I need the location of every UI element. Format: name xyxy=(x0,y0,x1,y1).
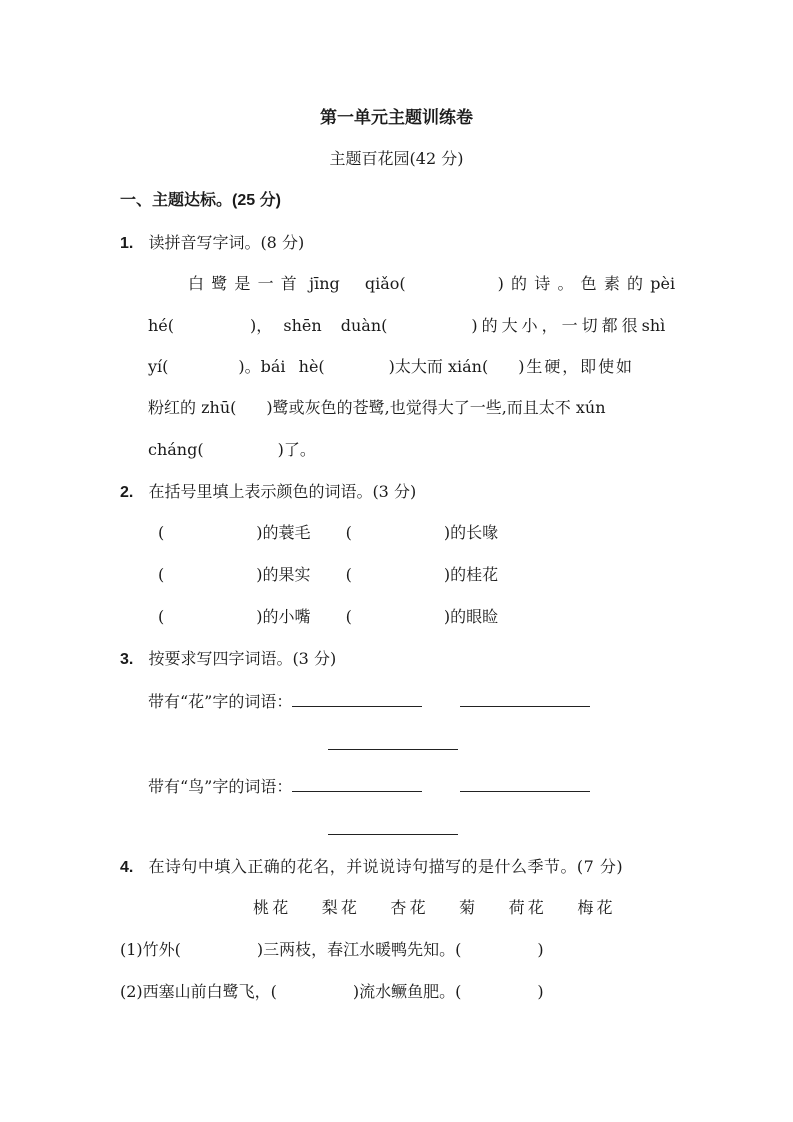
text-segment: )的诗。色素的 xyxy=(497,274,651,293)
text-segment: )， xyxy=(250,316,273,335)
q4-poem-2 xyxy=(120,982,544,1002)
question-number: 4. xyxy=(120,859,134,876)
pinyin: shēn xyxy=(283,316,322,335)
answer-line[interactable] xyxy=(460,690,590,707)
question-1-prompt xyxy=(120,233,304,254)
q1-line-4 xyxy=(148,398,606,418)
bracket-open: ( xyxy=(158,523,165,542)
answer-line[interactable] xyxy=(328,733,458,750)
q1-line-3 xyxy=(148,357,634,377)
q3-bird-line-2 xyxy=(328,818,458,840)
pinyin: qiǎo( xyxy=(364,274,406,293)
question-4-prompt xyxy=(120,857,623,878)
poem-text: (2)西塞山前白鹭飞，( xyxy=(120,982,277,1001)
text-segment: )太大而 xián( xyxy=(388,357,489,376)
section-heading: 一、主题达标。(25 分) xyxy=(120,192,281,209)
question-text: 在诗句中填入正确的花名，并说说诗句描写的是什么季节。(7 分) xyxy=(148,857,624,876)
answer-line[interactable] xyxy=(292,690,422,707)
item-text: )的长喙 xyxy=(443,523,499,542)
pinyin: hé( xyxy=(148,316,175,335)
bracket-close: ) xyxy=(537,940,544,959)
q4-options xyxy=(253,898,616,918)
poem-text: )三两枝，春江水暖鸭先知。( xyxy=(256,940,462,959)
item-text: )的蓑毛 xyxy=(256,523,311,542)
question-2-prompt xyxy=(120,482,416,503)
bracket-open: ( xyxy=(345,523,352,542)
option-word: 荷花 xyxy=(508,898,548,917)
bracket-close: ) xyxy=(537,982,544,1001)
pinyin: cháng( xyxy=(148,440,204,459)
question-text: 按要求写四字词语。(3 分) xyxy=(148,649,337,668)
option-word: 梅花 xyxy=(577,898,616,917)
q2-row-3 xyxy=(158,607,498,627)
pinyin: duàn( xyxy=(340,316,388,335)
bracket-open: ( xyxy=(158,607,165,626)
pinyin: pèi xyxy=(650,274,676,293)
question-number: 2. xyxy=(120,484,134,501)
text-segment: )的大小，一切都很 xyxy=(471,316,642,335)
q1-line-5 xyxy=(148,440,316,460)
q2-row-1 xyxy=(158,523,498,543)
item-text: )的果实 xyxy=(256,565,311,584)
page-subtitle: 主题百花园(42 分) xyxy=(329,149,464,168)
option-word: 梨花 xyxy=(321,898,361,917)
question-number: 3. xyxy=(120,651,134,668)
text-segment: )生硬，即使如 xyxy=(518,357,634,376)
q2-row-2 xyxy=(158,565,498,585)
bracket-open: ( xyxy=(345,607,352,626)
q1-line-1 xyxy=(188,274,675,294)
item-text: )的眼睑 xyxy=(443,607,499,626)
q3-flower-line xyxy=(148,690,590,712)
poem-text: )流水鳜鱼肥。( xyxy=(352,982,462,1001)
page-title: 第一单元主题训练卷 xyxy=(320,108,473,128)
item-label: 带有“鸟”字的词语： xyxy=(148,777,293,796)
question-text: 读拼音写字词。(8 分) xyxy=(148,233,305,252)
question-number: 1. xyxy=(120,235,134,252)
pinyin: yí( xyxy=(148,357,169,376)
q3-flower-line-2 xyxy=(328,733,458,755)
q3-bird-line xyxy=(148,775,590,797)
option-word: 桃花 xyxy=(253,898,292,917)
q4-poem-1 xyxy=(120,940,544,960)
answer-line[interactable] xyxy=(328,818,458,835)
question-3-prompt xyxy=(120,649,336,670)
item-text: )的桂花 xyxy=(443,565,499,584)
text-segment: )鹭或灰色的苍鹭,也觉得大了一些,而且太不 xún xyxy=(266,398,606,417)
option-word: 杏花 xyxy=(390,898,429,917)
q1-line-2 xyxy=(148,316,665,336)
text-segment: 白鹭是一首 xyxy=(188,274,305,293)
option-word: 菊 xyxy=(459,898,479,917)
answer-line[interactable] xyxy=(292,775,422,792)
pinyin: jīng xyxy=(309,274,340,293)
text-segment: )。bái xyxy=(238,357,286,376)
item-text: )的小嘴 xyxy=(256,607,311,626)
text-segment: )了。 xyxy=(277,440,316,459)
question-text: 在括号里填上表示颜色的词语。(3 分) xyxy=(148,482,417,501)
answer-line[interactable] xyxy=(460,775,590,792)
bracket-open: ( xyxy=(345,565,352,584)
bracket-open: ( xyxy=(158,565,165,584)
text-segment: 粉红的 zhū( xyxy=(148,398,237,417)
pinyin: hè( xyxy=(298,357,325,376)
pinyin: shì xyxy=(641,316,666,335)
item-label: 带有“花”字的词语： xyxy=(148,692,293,711)
poem-text: (1)竹外( xyxy=(120,940,181,959)
